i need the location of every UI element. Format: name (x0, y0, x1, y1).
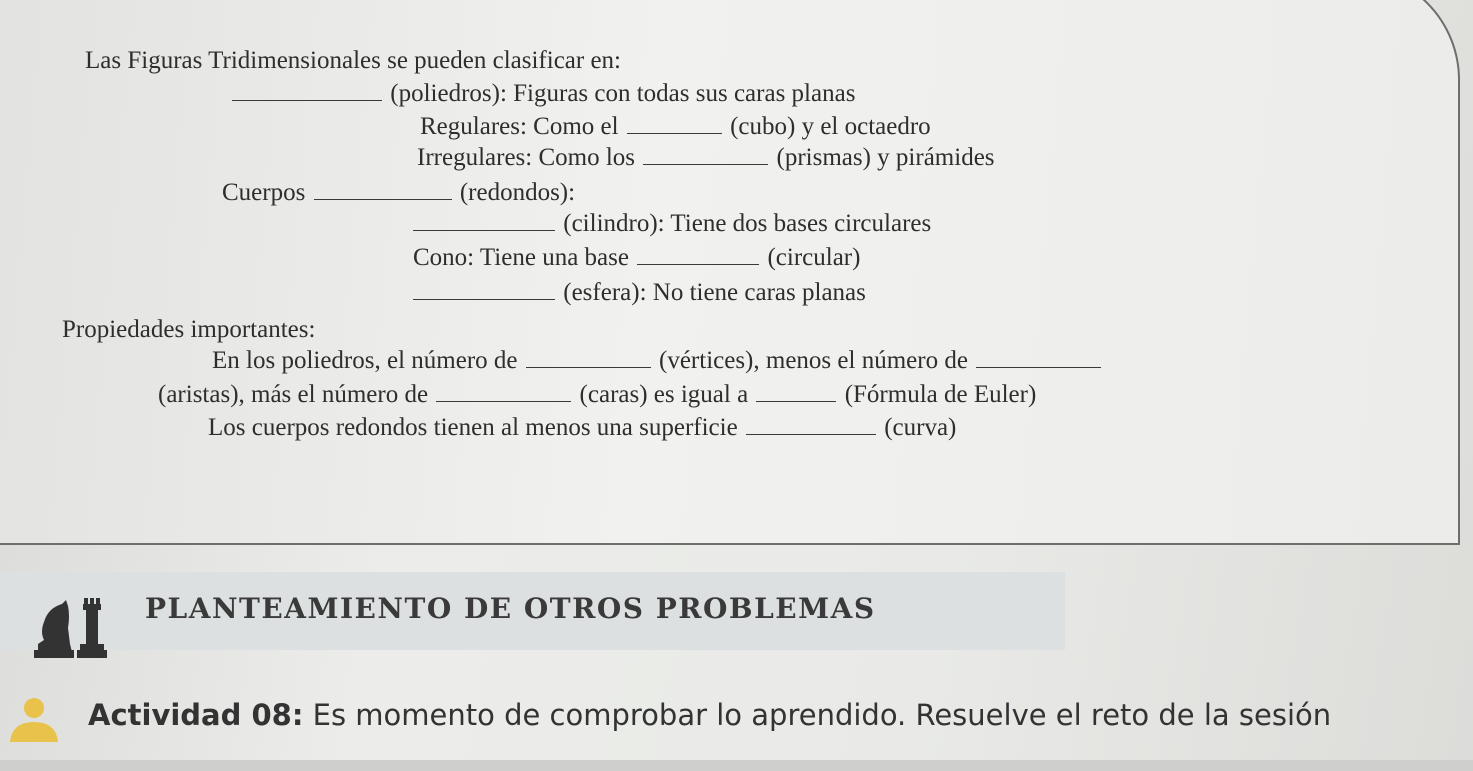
blank-poliedros[interactable] (232, 80, 382, 101)
prop1-text-a: En los poliedros, el número de (212, 347, 518, 374)
prop3-text-b: (curva) (884, 414, 957, 441)
regulares-text-b: (cubo) y el octaedro (730, 113, 931, 140)
prop3-text-a: Los cuerpos redondos tienen al menos una superficie (208, 414, 738, 441)
blank-cilindro[interactable] (413, 210, 555, 231)
blank-cono[interactable] (637, 244, 759, 265)
poliedros-text: (poliedros): Figuras con todas sus caras planas (390, 80, 856, 107)
cuerpos-text-a: Cuerpos (222, 179, 306, 206)
regulares-text-a: Regulares: Como el (420, 113, 619, 140)
person-icon (4, 696, 60, 744)
blank-esfera[interactable] (413, 279, 555, 300)
prop1-line (212, 346, 1103, 376)
cuerpos-line (222, 178, 575, 208)
irregulares-text-b: (prismas) y pirámides (776, 144, 995, 171)
prop3-line (208, 413, 956, 443)
blank-caras[interactable] (436, 381, 571, 402)
irregulares-text-a: Irregulares: Como los (417, 144, 636, 171)
cilindro-text: (cilindro): Tiene dos bases circulares (563, 210, 932, 237)
esfera-text: (esfera): No tiene caras planas (563, 279, 866, 306)
cono-text-a: Cono: Tiene una base (413, 244, 629, 271)
blank-curva[interactable] (746, 414, 876, 435)
cuerpos-text-b: (redondos): (459, 179, 576, 206)
section-title: PLANTEAMIENTO DE OTROS PROBLEMAS (145, 592, 876, 625)
prop2-text-c: (Fórmula de Euler) (844, 381, 1037, 408)
cilindro-line (411, 209, 931, 239)
activity-line (88, 698, 1331, 732)
intro-line (85, 46, 621, 76)
prop2-text-b: (caras) es igual a (579, 381, 749, 408)
prop2-line (158, 380, 1036, 410)
prop2-text-a: (aristas), más el número de (158, 381, 429, 408)
blank-regulares[interactable] (627, 113, 722, 134)
regulares-line (420, 112, 931, 142)
propiedades-heading (62, 315, 315, 345)
intro-text: Las Figuras Tridimensionales se pueden clasificar en: (85, 47, 621, 74)
cono-line (413, 243, 860, 273)
propiedades-text: Propiedades importantes: (62, 316, 316, 343)
blank-cuerpos[interactable] (314, 179, 452, 200)
poliedros-line (230, 79, 855, 109)
blank-euler[interactable] (756, 381, 836, 402)
esfera-line (411, 278, 866, 308)
blank-irregulares[interactable] (643, 144, 768, 165)
blank-vertices[interactable] (526, 347, 651, 368)
chess-pieces-icon (28, 594, 112, 658)
activity-text: Es momento de comprobar lo aprendido. Resuelve el reto de la sesión (312, 698, 1332, 732)
prop1-text-b: (vértices), menos el número de (659, 347, 968, 374)
activity-label: Actividad 08: (88, 698, 304, 732)
bottom-strip (0, 760, 1473, 771)
cono-text-b: (circular) (767, 244, 861, 271)
blank-aristas[interactable] (976, 347, 1101, 368)
irregulares-line (417, 143, 995, 173)
